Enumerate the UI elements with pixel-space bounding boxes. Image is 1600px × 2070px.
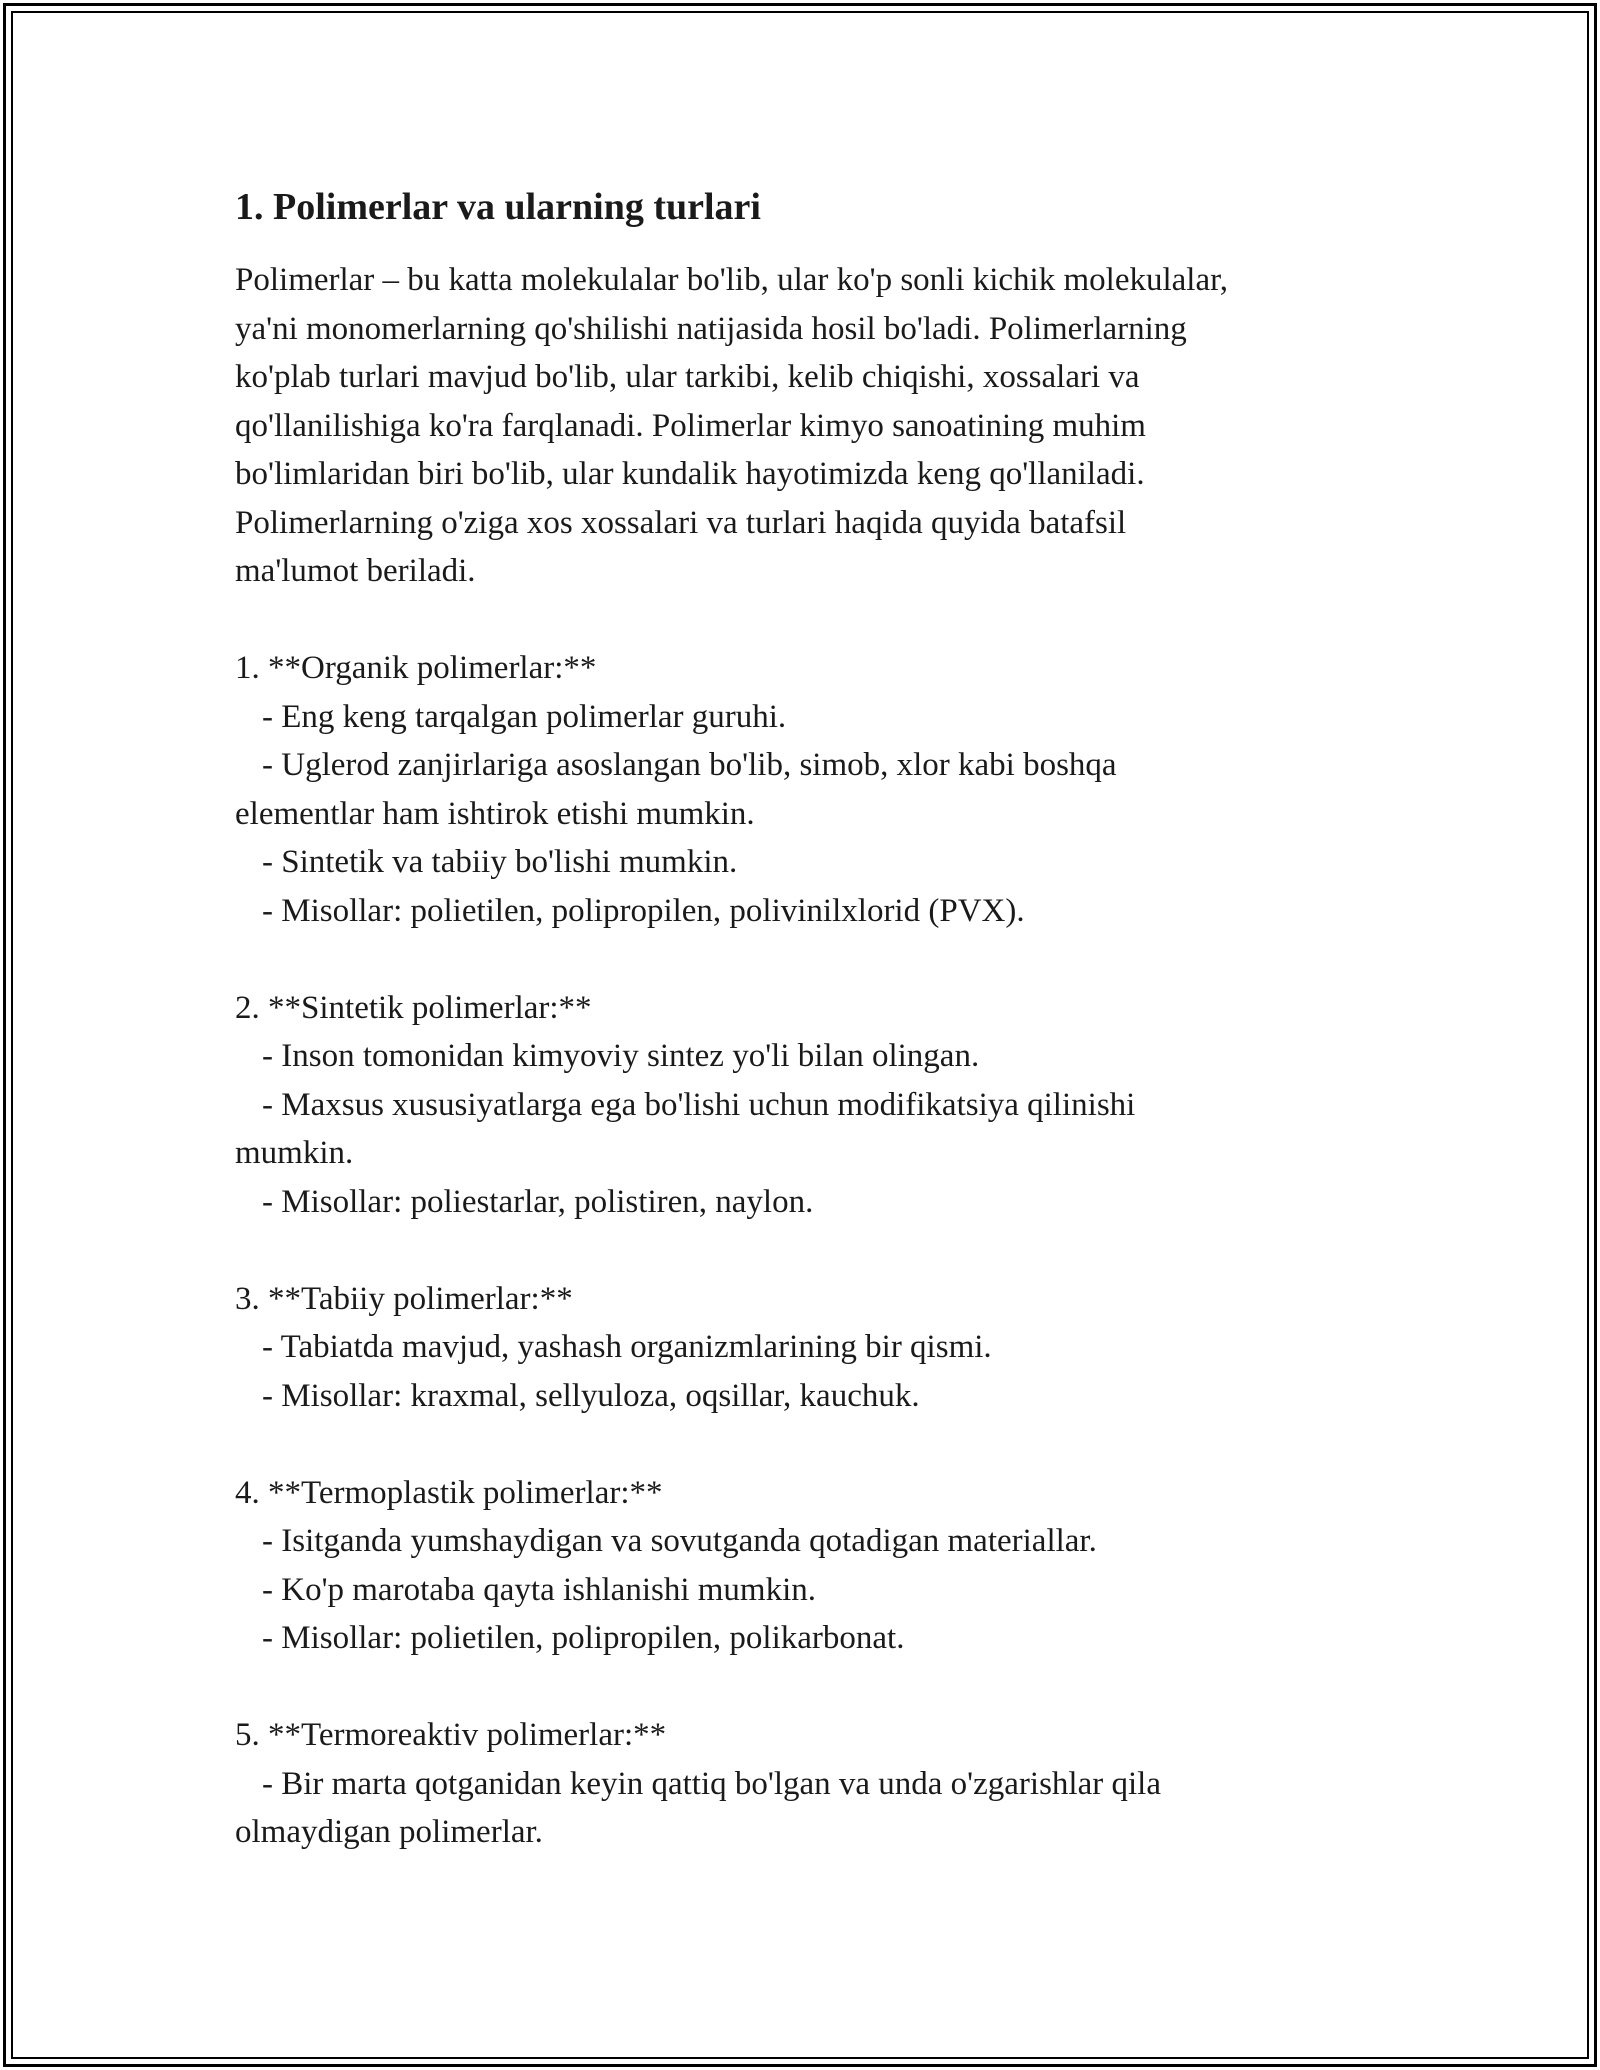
list-item-continuation: elementlar ham ishtirok etishi mumkin. [235,795,755,832]
spacer [235,1420,1375,1469]
intro-line: Polimerlar – bu katta molekulalar bo'lib, ular ko'p sonli kichik molekulalar, [235,262,1229,298]
section-title-termoplastik: 4. **Termoplastik polimerlar:** [235,1474,663,1511]
list-item-text: - Eng keng tarqalgan polimerlar guruhi. [262,698,787,735]
list-item [235,1323,1375,1372]
spacer [235,935,1375,984]
intro-line: bo'limlaridan biri bo'lib, ular kundalik hayotimizda keng qo'llaniladi. [235,456,1145,492]
document-body [235,183,1375,1857]
list-item [235,1178,1375,1227]
list-item-continuation: mumkin. [235,1135,354,1171]
list-item [235,1760,1375,1857]
list-item-continuation: olmaydigan polimerlar. [235,1814,543,1850]
list-item [235,1517,1375,1566]
list-item-text: - Inson tomonidan kimyoviy sintez yo'li bilan olingan. [262,1038,980,1074]
list-item-text: - Bir marta qotganidan keyin qattiq bo'lgan va unda o'zgarishlar qila [262,1765,1161,1802]
list-item-text: - Uglerod zanjirlariga asoslangan bo'lib, simob, xlor kabi boshqa [262,747,1117,783]
list-item [235,1614,1375,1663]
list-item [235,1372,1375,1421]
section-title-termoreaktiv: 5. **Termoreaktiv polimerlar:** [235,1717,667,1753]
intro-paragraph [235,256,1375,596]
spacer [235,1226,1375,1275]
list-item-text: - Misollar: kraxmal, sellyuloza, oqsillar, kauchuk. [262,1377,920,1414]
section-title-sintetik: 2. **Sintetik polimerlar:** [235,989,592,1026]
list-item [235,693,1375,742]
intro-line: ko'plab turlari mavjud bo'lib, ular tarkibi, kelib chiqishi, xossalari va [235,359,1140,395]
list-item-text: - Tabiatda mavjud, yashash organizmlarining bir qismi. [262,1329,992,1365]
list-item [235,741,1375,838]
list-item [235,838,1375,887]
list-item [235,1566,1375,1615]
list-item [235,1032,1375,1081]
list-item [235,887,1375,936]
intro-line: ma'lumot beriladi. [235,553,476,589]
list-item-text: - Misollar: poliestarlar, polistiren, naylon. [262,1183,814,1220]
document-heading: 1. Polimerlar va ularning turlari [235,186,761,228]
intro-line: ya'ni monomerlarning qo'shilishi natijasida hosil bo'ladi. Polimerlarning [235,310,1187,347]
section-title-tabiiy: 3. **Tabiiy polimerlar:** [235,1280,573,1317]
list-item-text: - Misollar: polietilen, polipropilen, polivinilxlorid (PVX). [262,892,1025,929]
section-title-organik: 1. **Organik polimerlar:** [235,650,597,686]
intro-line: qo'llanilishiga ko'ra farqlanadi. Polimerlar kimyo sanoatining muhim [235,407,1146,444]
list-item-text: - Ko'p marotaba qayta ishlanishi mumkin. [262,1571,817,1608]
intro-line: Polimerlarning o'ziga xos xossalari va turlari haqida quyida batafsil [235,504,1127,541]
list-item-text: - Sintetik va tabiiy bo'lishi mumkin. [262,844,738,880]
list-item-text: - Isitganda yumshaydigan va sovutganda qotadigan materiallar. [262,1523,1097,1559]
list-item [235,1081,1375,1178]
spacer [235,596,1375,645]
list-item-text: - Maxsus xususiyatlarga ega bo'lishi uchun modifikatsiya qilinishi [262,1086,1136,1123]
list-item-text: - Misollar: polietilen, polipropilen, polikarbonat. [262,1620,905,1656]
spacer [235,1663,1375,1712]
